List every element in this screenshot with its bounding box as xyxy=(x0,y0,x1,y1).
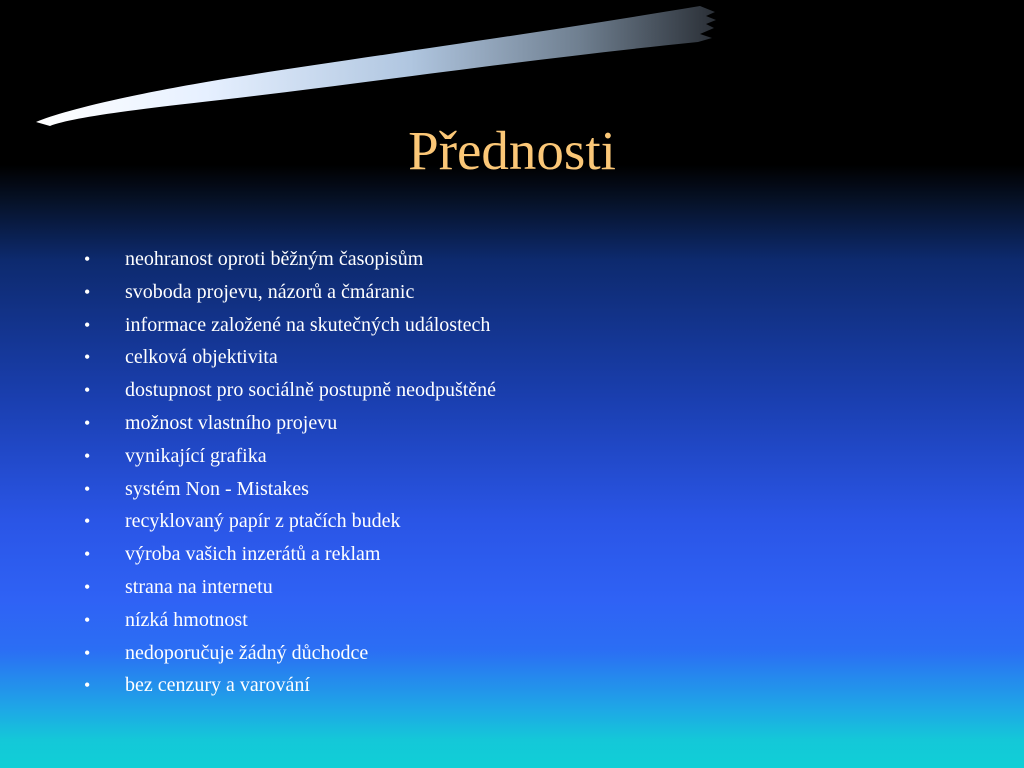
bullet-icon: • xyxy=(84,281,91,302)
bullet-text: systém Non - Mistakes xyxy=(125,477,309,500)
bullet-text: recyklovaný papír z ptačích budek xyxy=(125,510,401,533)
bullet-text: bez cenzury a varování xyxy=(125,674,310,697)
bullet-icon: • xyxy=(84,576,91,597)
bullet-icon: • xyxy=(84,380,91,401)
bullet-icon: • xyxy=(84,347,91,368)
bullet-icon: • xyxy=(84,511,91,532)
bullet-text: informace založené na skutečných událostech xyxy=(125,313,491,336)
bullet-icon: • xyxy=(84,544,91,565)
bullet-icon: • xyxy=(84,445,91,466)
bullet-text: nízká hmotnost xyxy=(125,608,248,631)
bullet-text: dostupnost pro sociálně postupně neodpuštěné xyxy=(125,379,497,402)
bullet-icon: • xyxy=(84,412,91,433)
bullet-text: možnost vlastního projevu xyxy=(125,411,338,434)
bullet-icon: • xyxy=(84,249,91,269)
bullet-icon: • xyxy=(84,675,91,696)
bullet-text: neohranost oproti běžným časopisům xyxy=(125,248,424,270)
bullet-text: strana na internetu xyxy=(125,575,273,598)
bullet-icon: • xyxy=(84,478,91,499)
bullet-text: nedoporučuje žádný důchodce xyxy=(125,641,369,664)
bullet-icon: • xyxy=(84,314,91,335)
bullet-icon: • xyxy=(84,609,91,630)
bullet-text: svoboda projevu, názorů a čmáranic xyxy=(125,280,415,303)
bullet-icon: • xyxy=(84,642,91,663)
bullet-text: celková objektivita xyxy=(125,346,278,369)
slide-title: Přednosti xyxy=(408,120,616,181)
bullet-text: vynikající grafika xyxy=(125,444,267,467)
bullet-text: výroba vašich inzerátů a reklam xyxy=(125,543,381,566)
